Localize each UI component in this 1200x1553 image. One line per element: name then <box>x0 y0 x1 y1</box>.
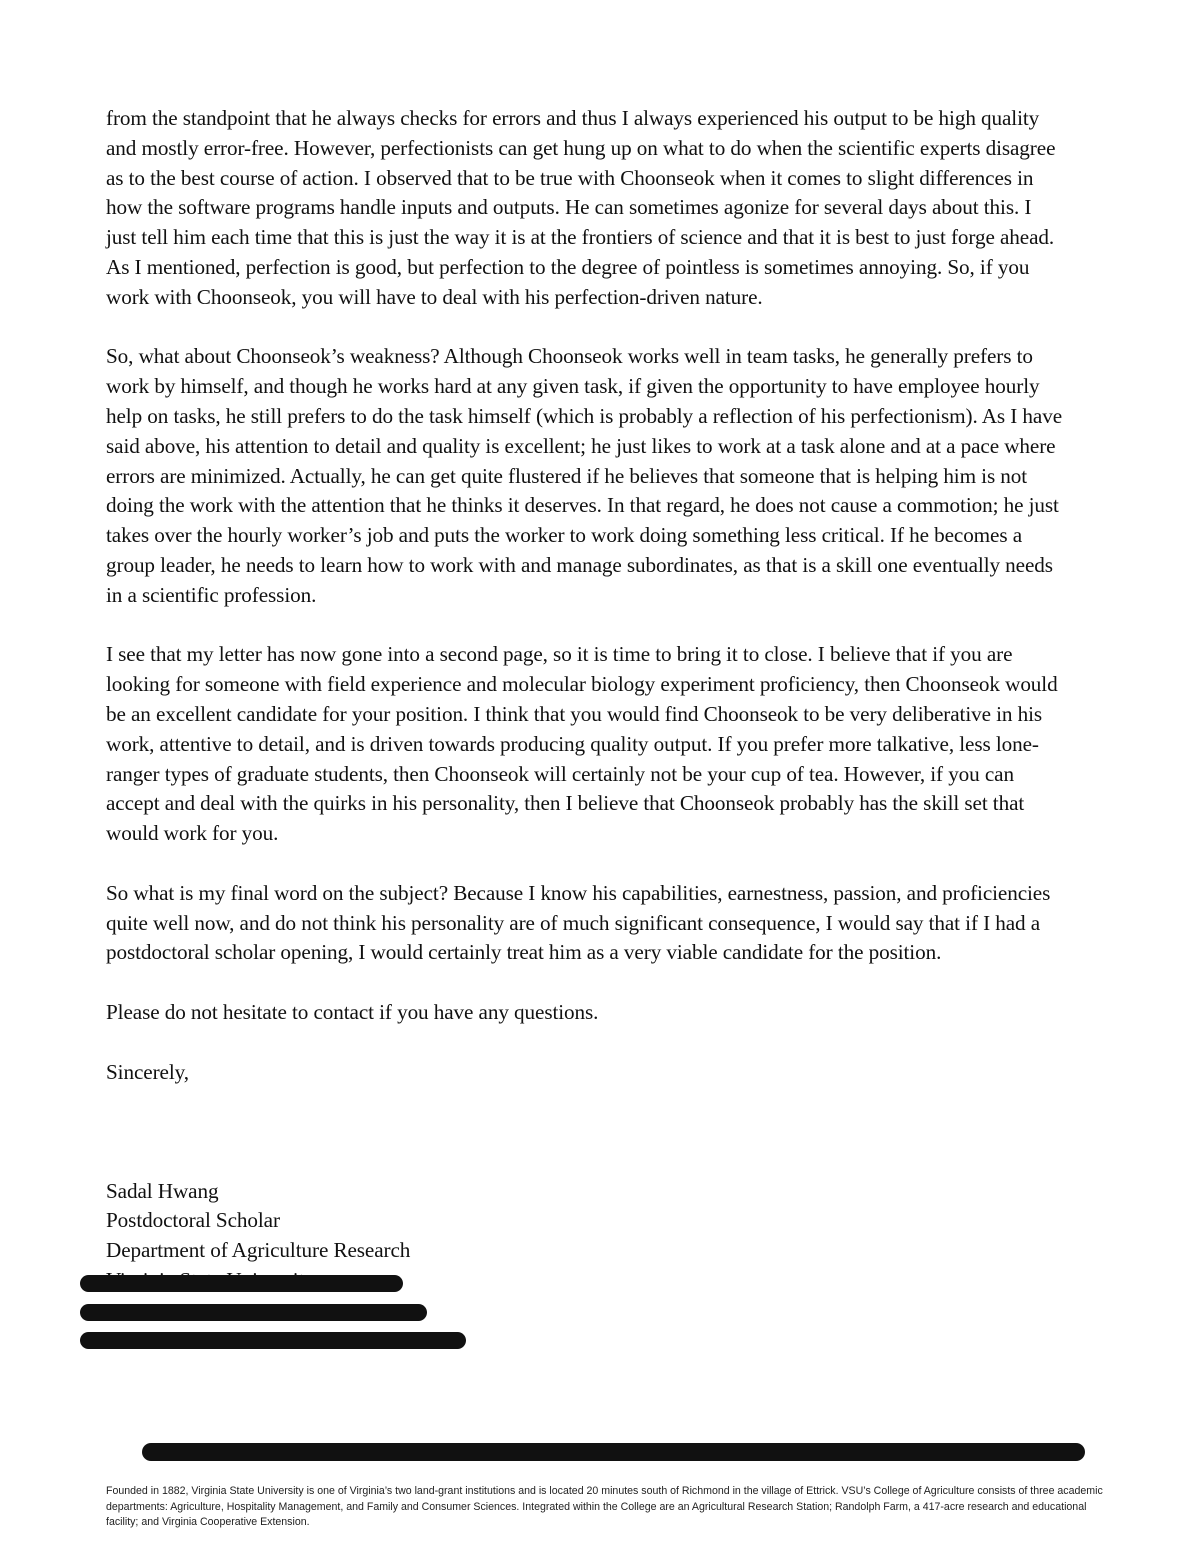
paragraph-weakness <box>106 342 1106 610</box>
paragraph-final-word <box>106 879 1106 968</box>
redaction-bar-address <box>80 1275 403 1292</box>
body-line: takes over the hourly worker’s job and puts the worker to work doing something less critical. If he becomes a <box>106 523 1023 548</box>
body-line: looking for someone with field experience and molecular biology experiment proficiency, then Choonseok would <box>106 672 1058 697</box>
body-line: accept and deal with the quirks in his personality, then I believe that Choonseok probably has the skill set that <box>106 791 1025 816</box>
body-line: be an excellent candidate for your position. I think that you would find Choonseok to be very deliberative in his <box>106 701 1043 726</box>
body-line: how the software programs handle inputs and outputs. He can sometimes agonize for several days about this. I <box>106 195 1032 220</box>
body-line: postdoctoral scholar opening, I would certainly treat him as a very viable candidate for the position. <box>106 940 942 965</box>
signer-department: Department of Agriculture Research <box>106 1238 411 1263</box>
signer-name: Sadal Hwang <box>106 1178 219 1203</box>
paragraph-contact <box>106 998 1106 1028</box>
letter-body <box>106 104 1106 1296</box>
body-line: from the standpoint that he always checks for errors and thus I always experienced his output to be high quality <box>106 106 1040 130</box>
body-line: ranger types of graduate students, then Choonseok will certainly not be your cup of tea. However, if you can <box>106 761 1014 786</box>
signer-title: Postdoctoral Scholar <box>106 1208 280 1233</box>
body-line: as to the best course of action. I observed that to be true with Choonseok when it comes to slight differences in <box>106 165 1034 190</box>
body-line: and mostly error-free. However, perfectionists can get hung up on what to do when the scientific experts disagree <box>106 135 1056 160</box>
body-line: errors are minimized. Actually, he can get quite flustered if he believes that someone that is helping him is not <box>106 463 1028 488</box>
body-line: work, attentive to detail, and is driven towards producing quality output. If you prefer more talkative, less lone- <box>106 731 1039 756</box>
body-line: So, what about Choonseok’s weakness? Although Choonseok works well in team tasks, he generally prefers to <box>106 344 1033 369</box>
body-line: Please do not hesitate to contact if you have any questions. <box>106 999 599 1024</box>
sincerely-text: Sincerely, <box>106 1059 189 1084</box>
signature-space <box>106 1117 1106 1177</box>
paragraph-conclusion <box>106 640 1106 849</box>
closing-salutation <box>106 1058 1106 1088</box>
paragraph-perfectionism <box>106 104 1106 313</box>
redaction-bar-footer-contact <box>142 1443 1085 1461</box>
body-line: work by himself, and though he works hard at any given task, if given the opportunity to have employee hourly <box>106 374 1040 399</box>
body-line: would work for you. <box>106 821 279 846</box>
body-line: As I mentioned, perfection is good, but perfection to the degree of pointless is sometimes annoying. So, if you <box>106 254 1030 279</box>
body-line: just tell him each time that this is just the way it is at the frontiers of science and that it is best to just forge ahead. <box>106 225 1055 250</box>
footer-note: Founded in 1882, Virginia State University is one of Virginia’s two land-grant institutions and is located 20 minutes south of Richmond in the village of Ettrick. VSU’s College of Agriculture consists of three academic departments: Agriculture, Hospitality Management, and Family and Consumer Sciences. Integrated within the College are an Agricultural Research Station; Randolph Farm, a 417-acre research and educational facility; and Virginia Cooperative Extension. <box>106 1485 1103 1528</box>
body-line: help on tasks, he still prefers to do the task himself (which is probably a reflection of his perfectionism). As I have <box>106 403 1063 428</box>
body-line: in a scientific profession. <box>106 582 317 607</box>
body-line: quite well now, and do not think his personality are of much significant consequence, I would say that if I had a <box>106 910 1041 935</box>
body-line: I see that my letter has now gone into a second page, so it is time to bring it to close. I believe that if you are <box>106 642 1013 667</box>
redaction-bar-city <box>80 1304 427 1321</box>
body-line: group leader, he needs to learn how to work with and manage subordinates, as that is a skill one eventually needs <box>106 552 1053 577</box>
redaction-bar-email <box>80 1332 466 1349</box>
body-line: said above, his attention to detail and quality is excellent; he just likes to work at a task alone and at a pace where <box>106 433 1056 458</box>
body-line: So what is my final word on the subject? Because I know his capabilities, earnestness, passion, and proficiencies <box>106 880 1051 905</box>
body-line: doing the work with the attention that he thinks it deserves. In that regard, he does not cause a commotion; he just <box>106 493 1059 518</box>
body-line: work with Choonseok, you will have to deal with his perfection-driven nature. <box>106 284 763 309</box>
